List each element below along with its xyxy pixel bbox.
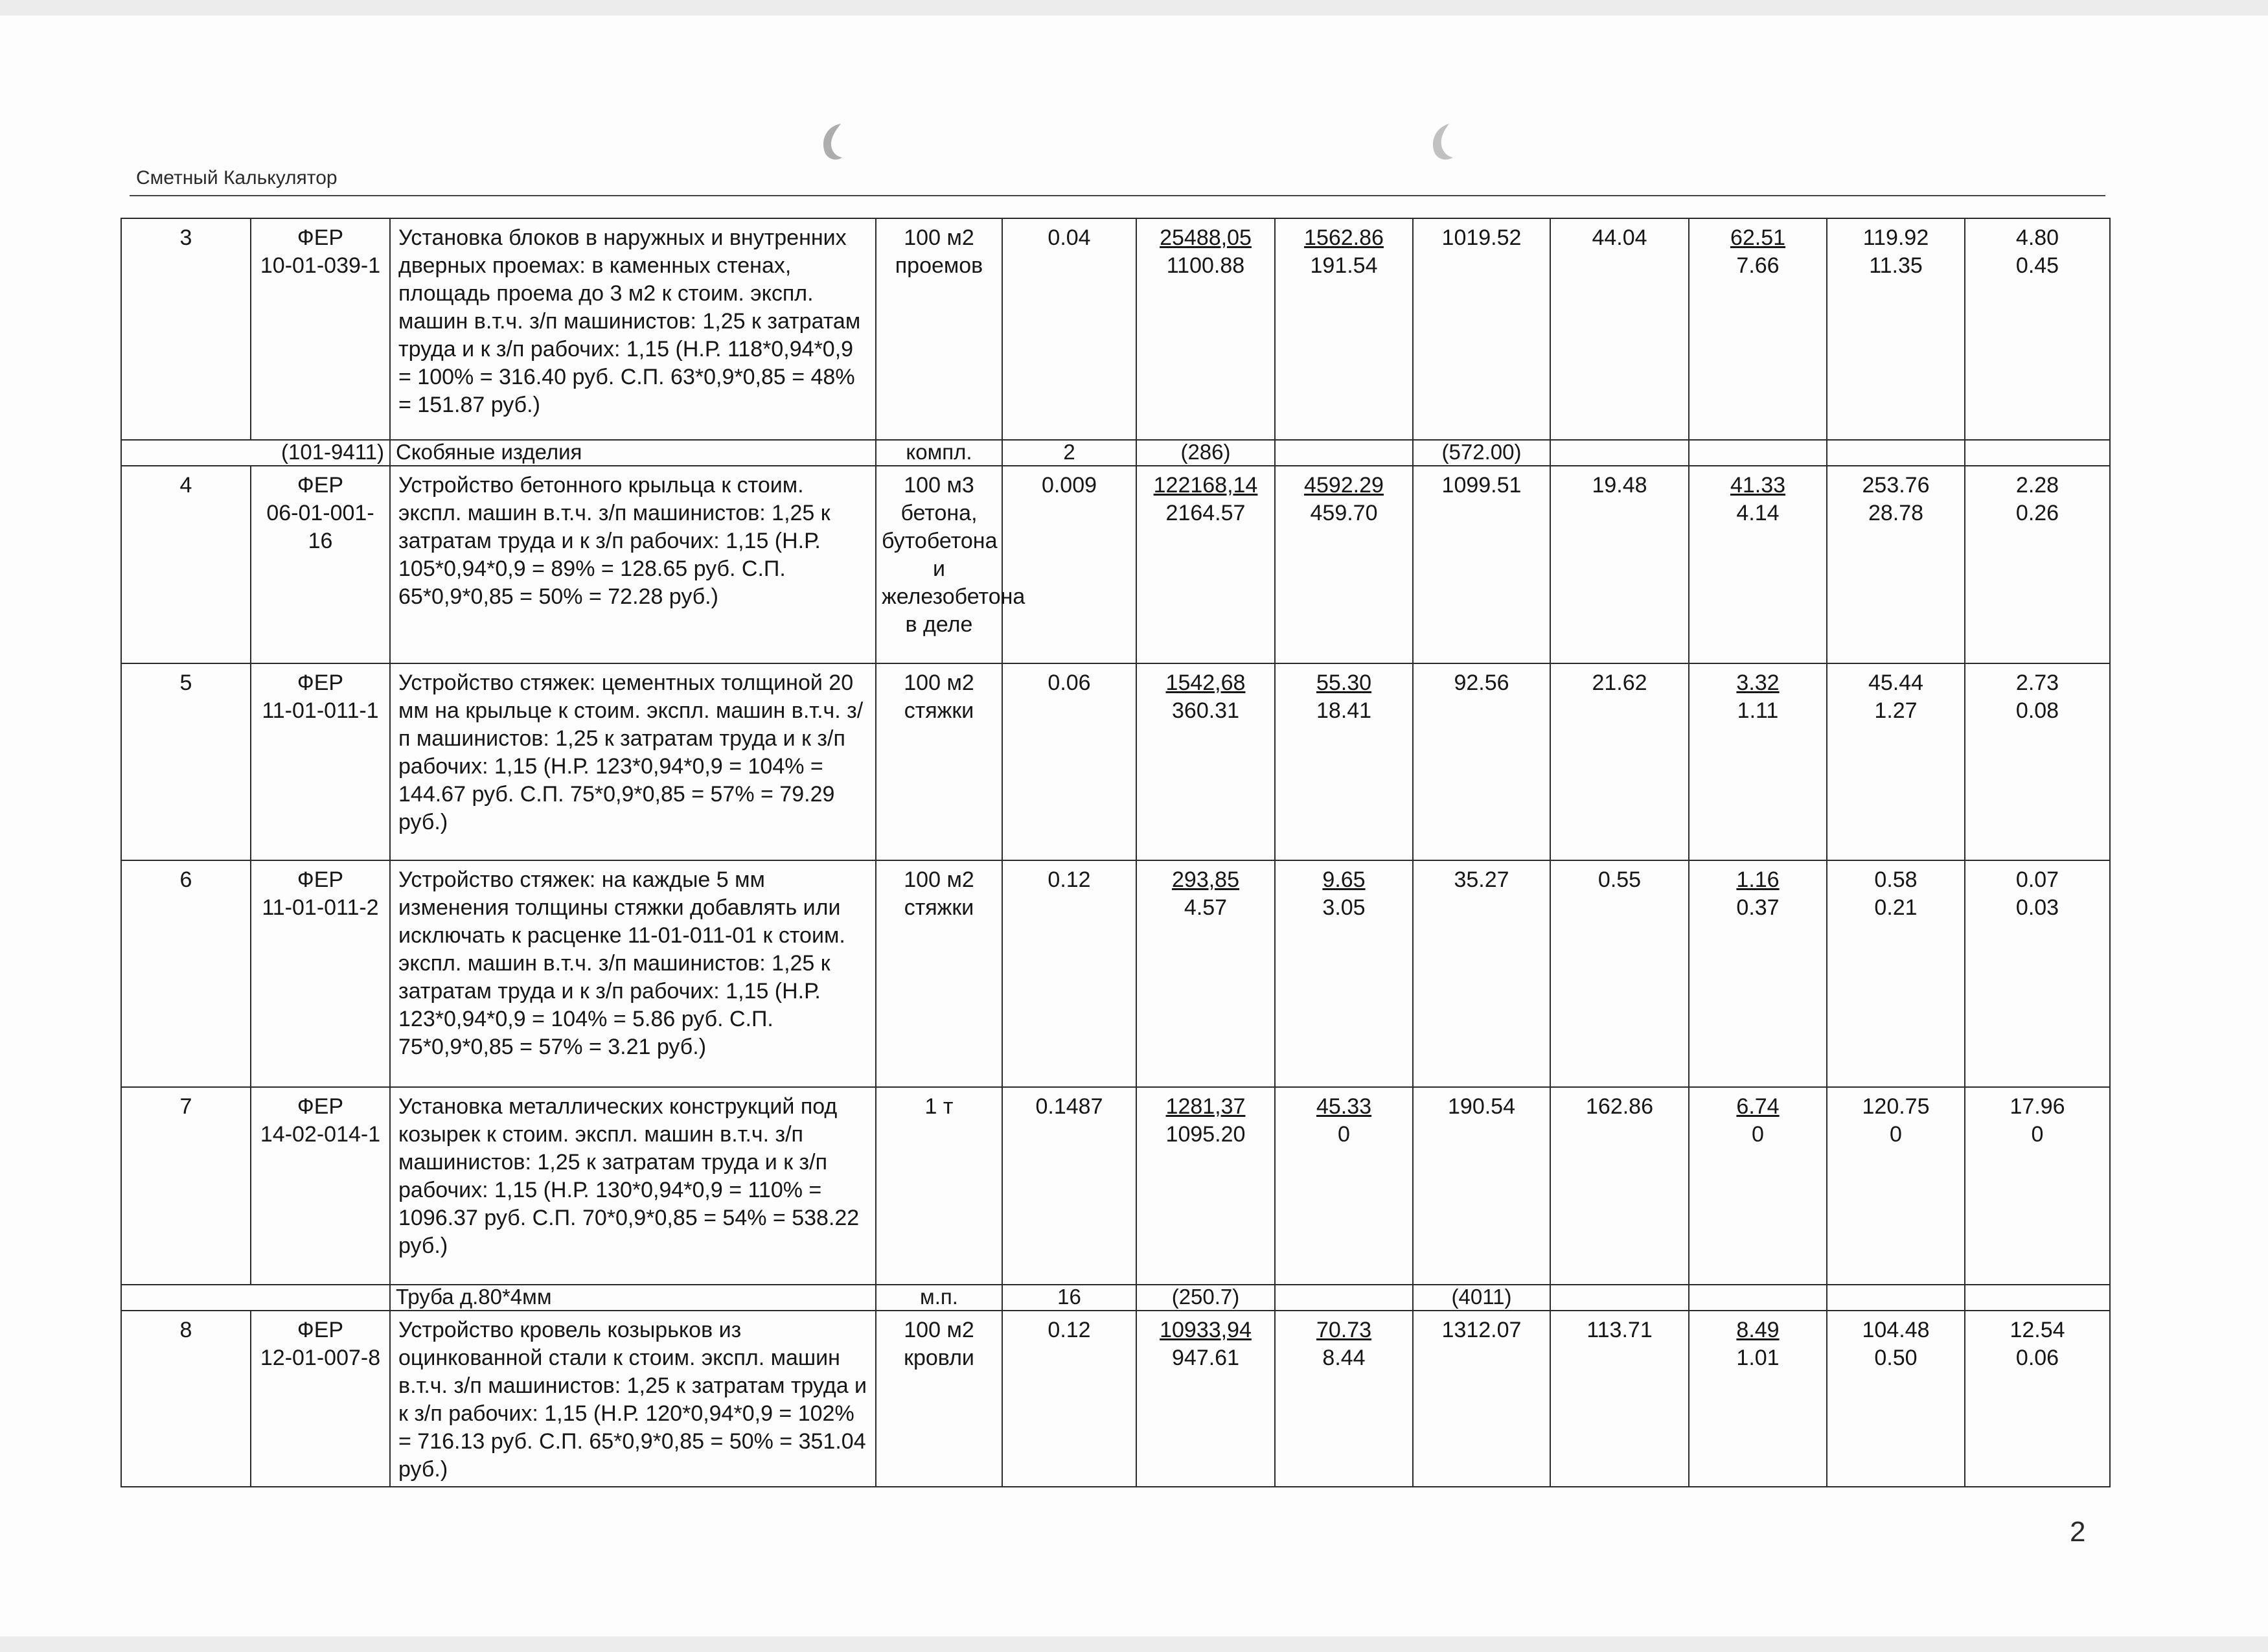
labor-total-bottom: 0.08 bbox=[2015, 698, 2059, 723]
unit-price-total: 10933,94 bbox=[1160, 1318, 1252, 1342]
total-cost: 1312.07 bbox=[1413, 1311, 1550, 1487]
resource-unit: компл. bbox=[876, 440, 1002, 466]
resource-qty: 16 bbox=[1002, 1285, 1136, 1311]
estimate-table bbox=[120, 218, 2111, 1487]
resource-qty: 2 bbox=[1002, 440, 1136, 466]
rate-prefix: ФЕР bbox=[297, 1094, 344, 1119]
machine-total-top: 8.49 bbox=[1736, 1318, 1780, 1342]
rate-code-number: 06-01-001-16 bbox=[266, 501, 374, 553]
machine-total-top: 41.33 bbox=[1730, 473, 1786, 498]
unit: 1 т bbox=[876, 1087, 1002, 1285]
machine-cost-total: 1562.86 bbox=[1304, 225, 1384, 250]
labor-total-bottom: 0.26 bbox=[2015, 501, 2059, 525]
labor-unit bbox=[1827, 1087, 1965, 1285]
work-description: Устройство стяжек: на каждые 5 мм изменения толщины стяжки добавлять или исключать к расценке 11-01-011-01 к стоим. экспл. машин в.т.ч. з/п машинистов: 1,25 к затратам труда и к з/п рабочих: 1,15 (Н.Р. 123*0,94*0,9 = 104% = 5.86 руб. С.П. 75*0,9*0,85 = 57% = 3.21 руб.) bbox=[390, 860, 876, 1087]
labor-unit-bottom: 11.35 bbox=[1869, 253, 1923, 278]
rate-code bbox=[251, 860, 390, 1087]
machine-cost-wages: 0 bbox=[1338, 1122, 1350, 1147]
resource-total: (4011) bbox=[1413, 1285, 1550, 1311]
quantity: 0.06 bbox=[1002, 663, 1136, 860]
unit-price-wages: 947.61 bbox=[1172, 1346, 1239, 1370]
machine-cost-wages: 3.05 bbox=[1322, 895, 1366, 920]
rate-code-number: 11-01-011-2 bbox=[262, 895, 379, 920]
machine-cost bbox=[1275, 218, 1413, 440]
work-description: Устройство стяжек: цементных толщиной 20 мм на крыльце к стоим. экспл. машин в.т.ч. з/п машинистов: 1,25 к затратам труда и к з/п рабочих: 1,15 (Н.Р. 123*0,94*0,9 = 104% = 144.67 руб. С.П. 75*0,9*0,85 = 57% = 79.29 руб.) bbox=[390, 663, 876, 860]
unit-price-wages: 4.57 bbox=[1184, 895, 1228, 920]
wages-total: 113.71 bbox=[1550, 1311, 1689, 1487]
machine-total-top: 1.16 bbox=[1736, 867, 1780, 892]
unit-price-wages: 2164.57 bbox=[1165, 501, 1246, 525]
table-row bbox=[121, 663, 2110, 860]
unit-price-wages: 1095.20 bbox=[1165, 1122, 1246, 1147]
labor-unit-bottom: 28.78 bbox=[1868, 501, 1924, 525]
unit-price-total: 25488,05 bbox=[1160, 225, 1252, 250]
rate-code-number: 10-01-039-1 bbox=[260, 253, 381, 278]
labor-total-top: 2.73 bbox=[2015, 671, 2059, 695]
resource-row bbox=[121, 440, 2110, 466]
total-cost: 92.56 bbox=[1413, 663, 1550, 860]
quantity: 0.04 bbox=[1002, 218, 1136, 440]
table-row bbox=[121, 218, 2110, 440]
unit: 100 м2 стяжки bbox=[876, 663, 1002, 860]
rate-code bbox=[251, 1311, 390, 1487]
unit-price bbox=[1136, 218, 1275, 440]
labor-total-bottom: 0.45 bbox=[2015, 253, 2059, 278]
table-row bbox=[121, 860, 2110, 1087]
unit-price bbox=[1136, 1311, 1275, 1487]
quantity: 0.12 bbox=[1002, 1311, 1136, 1487]
labor-total-top: 4.80 bbox=[2015, 225, 2059, 250]
rate-code bbox=[251, 663, 390, 860]
labor-unit-top: 253.76 bbox=[1862, 473, 1930, 498]
machine-total-top: 6.74 bbox=[1736, 1094, 1780, 1119]
labor-unit bbox=[1827, 466, 1965, 663]
machine-cost bbox=[1275, 466, 1413, 663]
labor-total bbox=[1965, 1311, 2110, 1487]
machine-cost-wages: 191.54 bbox=[1310, 253, 1378, 278]
unit-price-wages: 360.31 bbox=[1172, 698, 1239, 723]
machine-cost-total: 55.30 bbox=[1316, 671, 1372, 695]
row-number: 4 bbox=[121, 466, 251, 663]
labor-unit-top: 119.92 bbox=[1862, 225, 1929, 250]
wages-total: 44.04 bbox=[1550, 218, 1689, 440]
resource-row bbox=[121, 1285, 2110, 1311]
rate-prefix: ФЕР bbox=[297, 867, 344, 892]
machine-total-bottom: 1.01 bbox=[1736, 1346, 1780, 1370]
work-description: Устройство бетонного крыльца к стоим. экспл. машин в.т.ч. з/п машинистов: 1,25 к затратам труда и к з/п рабочих: 1,15 (Н.Р. 105*0,94*0,9 = 89% = 128.65 руб. С.П. 65*0,9*0,85 = 50% = 72.28 руб.) bbox=[390, 466, 876, 663]
wages-total: 162.86 bbox=[1550, 1087, 1689, 1285]
table-row bbox=[121, 1087, 2110, 1285]
labor-total-top: 0.07 bbox=[2015, 867, 2059, 892]
scan-edge-bottom bbox=[0, 1636, 2268, 1652]
unit-price-wages: 1100.88 bbox=[1166, 253, 1245, 278]
total-cost: 1019.52 bbox=[1413, 218, 1550, 440]
resource-unit: м.п. bbox=[876, 1285, 1002, 1311]
machine-total-bottom: 0.37 bbox=[1736, 895, 1780, 920]
resource-total: (572.00) bbox=[1413, 440, 1550, 466]
labor-unit-top: 120.75 bbox=[1862, 1094, 1930, 1119]
machine-cost-total: 70.73 bbox=[1316, 1318, 1372, 1342]
unit: 100 м2 стяжки bbox=[876, 860, 1002, 1087]
labor-unit-bottom: 0.50 bbox=[1874, 1346, 1918, 1370]
machine-cost-total: 4592.29 bbox=[1304, 473, 1384, 498]
wages-total: 21.62 bbox=[1550, 663, 1689, 860]
labor-total bbox=[1965, 663, 2110, 860]
machine-total-bottom: 0 bbox=[1752, 1122, 1764, 1147]
wages-total: 0.55 bbox=[1550, 860, 1689, 1087]
unit-price bbox=[1136, 466, 1275, 663]
labor-unit bbox=[1827, 860, 1965, 1087]
machine-total bbox=[1689, 663, 1827, 860]
scan-edge-top bbox=[0, 0, 2268, 16]
empty-cell bbox=[1827, 440, 1965, 466]
app-title: Сметный Калькулятор bbox=[136, 167, 338, 189]
machine-total-top: 3.32 bbox=[1736, 671, 1780, 695]
table-row bbox=[121, 466, 2110, 663]
labor-total-top: 12.54 bbox=[2010, 1318, 2065, 1342]
labor-unit-top: 0.58 bbox=[1874, 867, 1918, 892]
empty-cell bbox=[1965, 440, 2110, 466]
resource-code bbox=[121, 1285, 390, 1311]
labor-total-bottom: 0.03 bbox=[2015, 895, 2059, 920]
row-number: 7 bbox=[121, 1087, 251, 1285]
machine-cost-wages: 459.70 bbox=[1310, 501, 1378, 525]
machine-total-bottom: 1.11 bbox=[1737, 698, 1779, 723]
machine-total bbox=[1689, 218, 1827, 440]
machine-total-top: 62.51 bbox=[1730, 225, 1786, 250]
labor-unit-top: 104.48 bbox=[1862, 1318, 1930, 1342]
labor-total-bottom: 0 bbox=[2031, 1122, 2044, 1147]
header-rule bbox=[130, 195, 2105, 196]
labor-unit-bottom: 0 bbox=[1890, 1122, 1902, 1147]
resource-price: (250.7) bbox=[1136, 1285, 1275, 1311]
resource-name: Скобяные изделия bbox=[390, 440, 876, 466]
unit-price bbox=[1136, 1087, 1275, 1285]
empty-cell bbox=[1275, 440, 1413, 466]
machine-cost-total: 9.65 bbox=[1322, 867, 1366, 892]
rate-code bbox=[251, 466, 390, 663]
labor-total bbox=[1965, 466, 2110, 663]
rate-prefix: ФЕР bbox=[297, 1318, 344, 1342]
unit-price-total: 1281,37 bbox=[1165, 1094, 1246, 1119]
quantity: 0.1487 bbox=[1002, 1087, 1136, 1285]
labor-total-top: 2.28 bbox=[2015, 473, 2059, 498]
machine-cost bbox=[1275, 860, 1413, 1087]
machine-total-bottom: 7.66 bbox=[1736, 253, 1780, 278]
empty-cell bbox=[1689, 1285, 1827, 1311]
unit-price bbox=[1136, 860, 1275, 1087]
labor-unit-bottom: 1.27 bbox=[1874, 698, 1918, 723]
unit: 100 м2 кровли bbox=[876, 1311, 1002, 1487]
quantity: 0.12 bbox=[1002, 860, 1136, 1087]
punch-hole-mark-icon bbox=[1427, 120, 1457, 164]
machine-cost bbox=[1275, 663, 1413, 860]
empty-cell bbox=[1275, 1285, 1413, 1311]
row-number: 3 bbox=[121, 218, 251, 440]
rate-prefix: ФЕР bbox=[297, 473, 344, 498]
machine-cost-wages: 8.44 bbox=[1322, 1346, 1366, 1370]
machine-cost-wages: 18.41 bbox=[1316, 698, 1372, 723]
labor-unit-top: 45.44 bbox=[1868, 671, 1924, 695]
rate-code-number: 11-01-011-1 bbox=[262, 698, 379, 723]
page-number: 2 bbox=[2070, 1516, 2086, 1548]
unit-price-total: 293,85 bbox=[1172, 867, 1239, 892]
rate-code-number: 14-02-014-1 bbox=[260, 1122, 381, 1147]
unit-price bbox=[1136, 663, 1275, 860]
unit-price-total: 1542,68 bbox=[1165, 671, 1246, 695]
machine-cost-total: 45.33 bbox=[1316, 1094, 1372, 1119]
rate-prefix: ФЕР bbox=[297, 225, 344, 250]
resource-price: (286) bbox=[1136, 440, 1275, 466]
resource-code: (101-9411) bbox=[121, 440, 390, 466]
table-row bbox=[121, 1311, 2110, 1487]
empty-cell bbox=[1689, 440, 1827, 466]
labor-total-bottom: 0.06 bbox=[2015, 1346, 2059, 1370]
work-description: Установка блоков в наружных и внутренних дверных проемах: в каменных стенах, площадь проема до 3 м2 к стоим. экспл. машин в.т.ч. з/п машинистов: 1,25 к затратам труда и к з/п рабочих: 1,15 (Н.Р. 118*0,94*0,9 = 100% = 316.40 руб. С.П. 63*0,9*0,85 = 48% = 151.87 руб.) bbox=[390, 218, 876, 440]
work-description: Установка металлических конструкций под козырек к стоим. экспл. машин в.т.ч. з/п машинистов: 1,25 к затратам труда и к з/п рабочих: 1,15 (Н.Р. 130*0,94*0,9 = 110% = 1096.37 руб. С.П. 70*0,9*0,85 = 54% = 538.22 руб.) bbox=[390, 1087, 876, 1285]
wages-total: 19.48 bbox=[1550, 466, 1689, 663]
unit: 100 м3 бетона, бутобетона и железобетона в деле bbox=[876, 466, 1002, 663]
rate-code-number: 12-01-007-8 bbox=[260, 1346, 381, 1370]
unit: 100 м2 проемов bbox=[876, 218, 1002, 440]
row-number: 8 bbox=[121, 1311, 251, 1487]
total-cost: 1099.51 bbox=[1413, 466, 1550, 663]
work-description: Устройство кровель козырьков из оцинкованной стали к стоим. экспл. машин в.т.ч. з/п машинистов: 1,25 к затратам труда и к з/п рабочих: 1,15 (Н.Р. 120*0,94*0,9 = 102% = 716.13 руб. С.П. 65*0,9*0,85 = 50% = 351.04 руб.) bbox=[390, 1311, 876, 1487]
rate-code bbox=[251, 218, 390, 440]
labor-total bbox=[1965, 860, 2110, 1087]
unit-price-total: 122168,14 bbox=[1153, 473, 1258, 498]
row-number: 5 bbox=[121, 663, 251, 860]
machine-cost bbox=[1275, 1087, 1413, 1285]
rate-code bbox=[251, 1087, 390, 1285]
labor-total bbox=[1965, 218, 2110, 440]
row-number: 6 bbox=[121, 860, 251, 1087]
labor-unit bbox=[1827, 1311, 1965, 1487]
total-cost: 35.27 bbox=[1413, 860, 1550, 1087]
labor-unit bbox=[1827, 663, 1965, 860]
punch-hole-mark-icon bbox=[818, 120, 847, 164]
machine-total bbox=[1689, 860, 1827, 1087]
labor-unit-bottom: 0.21 bbox=[1874, 895, 1918, 920]
quantity: 0.009 bbox=[1002, 466, 1136, 663]
machine-total bbox=[1689, 1087, 1827, 1285]
empty-cell bbox=[1827, 1285, 1965, 1311]
labor-total bbox=[1965, 1087, 2110, 1285]
machine-total-bottom: 4.14 bbox=[1736, 501, 1780, 525]
empty-cell bbox=[1550, 1285, 1689, 1311]
empty-cell bbox=[1965, 1285, 2110, 1311]
machine-total bbox=[1689, 1311, 1827, 1487]
rate-prefix: ФЕР bbox=[297, 671, 344, 695]
empty-cell bbox=[1550, 440, 1689, 466]
machine-total bbox=[1689, 466, 1827, 663]
labor-unit bbox=[1827, 218, 1965, 440]
labor-total-top: 17.96 bbox=[2010, 1094, 2065, 1119]
machine-cost bbox=[1275, 1311, 1413, 1487]
resource-name: Труба д.80*4мм bbox=[390, 1285, 876, 1311]
total-cost: 190.54 bbox=[1413, 1087, 1550, 1285]
